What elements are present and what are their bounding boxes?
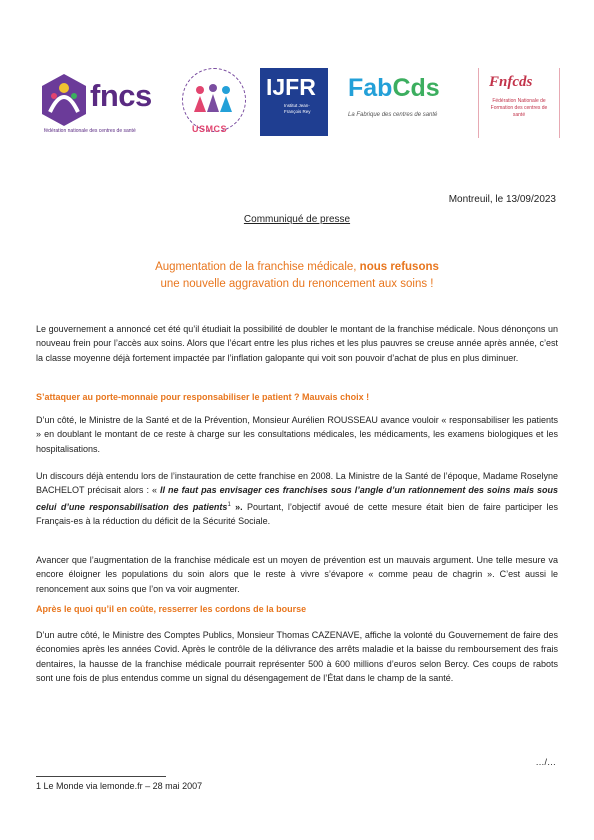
section-heading-1: S’attaquer au porte-monnaie pour responsabiliser le patient ? Mauvais choix ! (36, 392, 370, 402)
fab-text: Fab (348, 74, 393, 102)
quote-close: ». (230, 501, 243, 512)
quote-text: Il ne faut pas envisager ces franchises sous l’angle d’un rationnement des soins mais sous celui d’une responsabilisation des patients (36, 485, 558, 512)
paragraph-intro: Le gouvernement a annoncé cet été qu’il étudiait la possibilité de doubler le montant de la franchise médicale. Nous dénonçons un nouveau frein pour l’accès aux soins. Alors que l’écart entre les plus riches et les plus pauvres se creuse année après année, c’est la classe moyenne déjà fortement impactée par l’inflation galopante qui voit son pouvoir d’achat de plus en plus diminuer. (36, 324, 558, 363)
fncs-emblem-icon (38, 72, 90, 128)
fncs-wordmark: fncs (90, 78, 152, 113)
fabcds-logo (348, 70, 478, 140)
usmcs-wordmark: USMCS (192, 124, 228, 134)
title-line2: une nouvelle aggravation du renoncement aux soins ! (160, 278, 434, 290)
ijfr-logo (260, 68, 328, 136)
press-release-title (0, 259, 594, 293)
quote-followup: Pourtant, l’objectif avoué de cette mesure était bien de faire participer les Français-es à la réduction du déficit de la Sécurité Sociale. (36, 501, 558, 527)
fnfcds-wordmark: Fnfcds (489, 74, 533, 90)
ijfr-subtitle: Institut Jean-François Rey (284, 103, 311, 114)
fncs-subtitle: fédération nationale des centres de santé (44, 128, 136, 134)
ijfr-wordmark: IJFR (266, 74, 316, 100)
section-heading-2: Après le quoi qu’il en coûte, resserrer les cordons de la bourse (36, 604, 307, 614)
footnote-divider (36, 776, 166, 777)
title-line1: Augmentation de la franchise médicale, (155, 261, 360, 273)
fncs-logo (38, 66, 168, 146)
fnfcds-subtitle: Fédération Nationale de Formation des centres de santé (490, 98, 548, 118)
quote-intro: Un discours déjà entendu lors de l’instauration de cette franchise en 2008. La Ministre de la Santé de l’époque, Madame Roselyne BACHELOT précisait alors : « (36, 471, 558, 496)
document-date: Montreuil, le 13/09/2023 (448, 194, 556, 205)
paragraph-bachelot-quote (36, 469, 558, 529)
document-type: Communiqué de presse (243, 214, 351, 225)
continuation-mark: …/… (535, 757, 556, 767)
partner-logos (38, 66, 558, 146)
fabcds-subtitle: La Fabrique des centres de santé (348, 112, 438, 118)
paragraph-public-accounts: D’un autre côté, le Ministre des Comptes Publics, Monsieur Thomas CAZENAVE, affiche la volonté du Gouvernement de faire des économies après les années Covid. Après le contrôle de la délivrance des arrêts maladie et la baisse du remboursement des frais dentaires, la hausse de la franchise médicale pourrait représenter 500 à 600 millions d’euros selon Bercy. Ces coups de rabots sont une fois de plus entendus comme un signal du désengagement de l’État dans le champ de la santé. (36, 630, 558, 684)
fnfcds-logo (478, 68, 560, 138)
footnote-ref: 1 (227, 501, 231, 508)
paragraph-prevention: Avancer que l’augmentation de la franchise médicale est un moyen de prévention est un mauvais argument. Une telle mesure va encore éloigner les populations du soin alors que le reste à vivre s’évapore « comme peau de chagrin ». C’est aussi le renoncement aux soins que l’on va voir augmenter. (36, 555, 558, 594)
cds-text: Cds (392, 74, 440, 102)
paragraph-minister-health: D’un côté, le Ministre de la Santé et de la Prévention, Monsieur Aurélien ROUSSEAU avance vouloir « responsabiliser les patients » en doublant le montant de ce reste à charge sur les consultations médicales, les médicaments, les examens biologiques et les hospitalisations. (36, 415, 558, 454)
title-emphasis: nous refusons (359, 261, 439, 273)
usmcs-logo (178, 66, 248, 146)
fabcds-wordmark (348, 74, 440, 103)
footnote: 1 Le Monde via lemonde.fr – 28 mai 2007 (36, 781, 203, 791)
people-group-icon (192, 82, 234, 116)
